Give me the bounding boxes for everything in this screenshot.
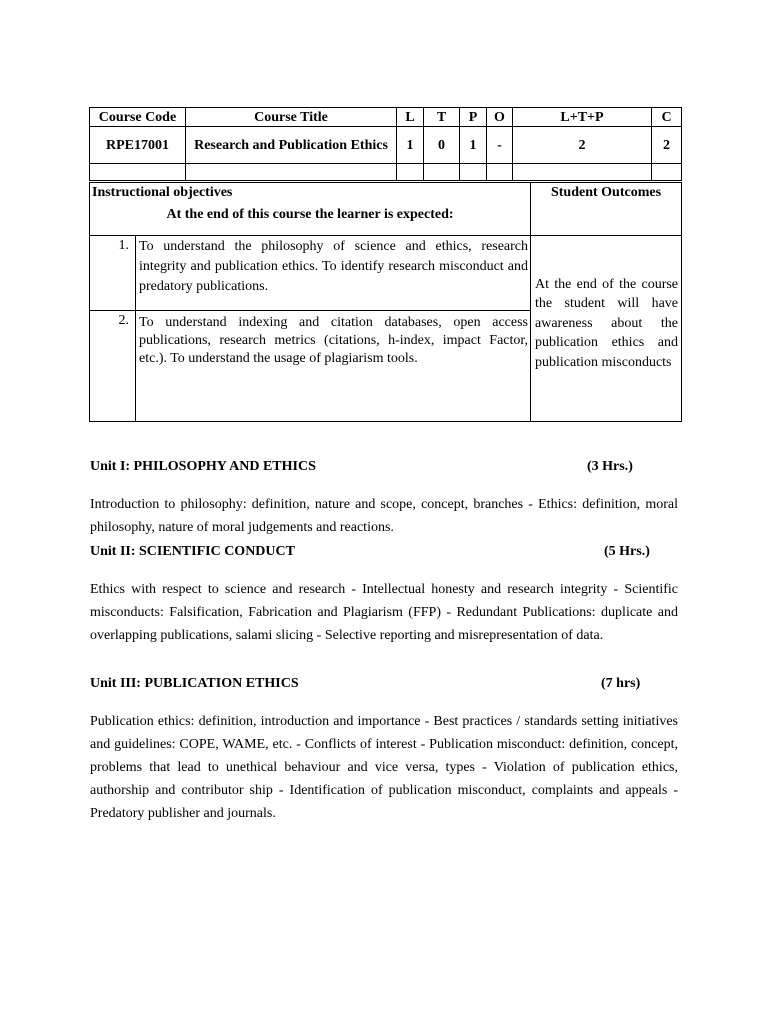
- objective-text: To understand the philosophy of science and ethics, research integrity and publication ethics. To identify research misconduct and predatory publications.: [136, 236, 531, 311]
- unit-heading: [90, 676, 678, 696]
- student-outcomes-label: Student Outcomes: [531, 183, 682, 236]
- unit-heading: [90, 459, 678, 479]
- header-p: P: [460, 108, 487, 127]
- student-outcome-text: At the end of the course the student will have awareness about the publication ethics and publication misconducts: [531, 236, 682, 422]
- unit-3-section: [90, 676, 678, 825]
- objectives-header-row: [90, 183, 682, 236]
- unit-heading: [90, 544, 678, 564]
- unit-hours: (7 hrs): [601, 676, 641, 691]
- unit-body: Publication ethics: definition, introduction and importance - Best practices / standards setting initiatives and guidelines: COPE, WAME, etc. - Conflicts of interest - Publication misconduct: definition, concept, problems that lead to unethical behaviour and vice versa, types - Violation of publication ethics, authorship and contributor ship - Identification of publication misconduct, complaints and appeals - Predatory publisher and journals.: [90, 714, 678, 821]
- header-ltp: L+T+P: [513, 108, 652, 127]
- unit-2-section: [90, 544, 678, 647]
- unit-body: Ethics with respect to science and research - Intellectual honesty and research integrity - Scientific misconducts: Falsification, Fabrication and Plagiarism (FFP) - Redundant Publications: duplicate and overlapping publications, salami slicing - Selective reporting and misrepresentation of data.: [90, 582, 678, 643]
- header-course-code: Course Code: [90, 108, 186, 127]
- objective-number: 1.: [90, 236, 136, 311]
- course-details-table: [89, 107, 682, 181]
- course-empty-row: [90, 164, 682, 181]
- o-value: -: [487, 127, 513, 164]
- unit-title: Unit I: PHILOSOPHY AND ETHICS: [90, 459, 316, 474]
- unit-1-section: [90, 459, 678, 539]
- unit-hours: (3 Hrs.): [587, 459, 633, 474]
- header-t: T: [424, 108, 460, 127]
- objective-row-1: [90, 236, 682, 311]
- unit-title: Unit II: SCIENTIFIC CONDUCT: [90, 544, 295, 559]
- course-header-row: [90, 108, 682, 127]
- course-code: RPE17001: [90, 127, 186, 164]
- c-value: 2: [652, 127, 682, 164]
- p-value: 1: [460, 127, 487, 164]
- unit-body: Introduction to philosophy: definition, nature and scope, concept, branches - Ethics: definition, moral philosophy, nature of moral judgements and reactions.: [90, 497, 678, 535]
- header-c: C: [652, 108, 682, 127]
- unit-hours: (5 Hrs.): [604, 544, 650, 559]
- objective-number: 2.: [90, 311, 136, 422]
- course-data-row: [90, 127, 682, 164]
- instructional-objectives-label: Instructional objectives: [92, 185, 233, 200]
- objectives-table: [89, 182, 682, 422]
- t-value: 0: [424, 127, 460, 164]
- header-l: L: [397, 108, 424, 127]
- objectives-intro: At the end of this course the learner is expected:: [166, 207, 454, 222]
- objective-text: To understand indexing and citation databases, open access publications, research metrics (citations, h-index, impact Factor, etc.). To understand the usage of plagiarism tools.: [136, 311, 531, 422]
- header-o: O: [487, 108, 513, 127]
- ltp-value: 2: [513, 127, 652, 164]
- header-course-title: Course Title: [186, 108, 397, 127]
- instructional-objectives-cell: [90, 183, 531, 236]
- l-value: 1: [397, 127, 424, 164]
- unit-title: Unit III: PUBLICATION ETHICS: [90, 676, 299, 691]
- course-title: Research and Publication Ethics: [186, 127, 397, 164]
